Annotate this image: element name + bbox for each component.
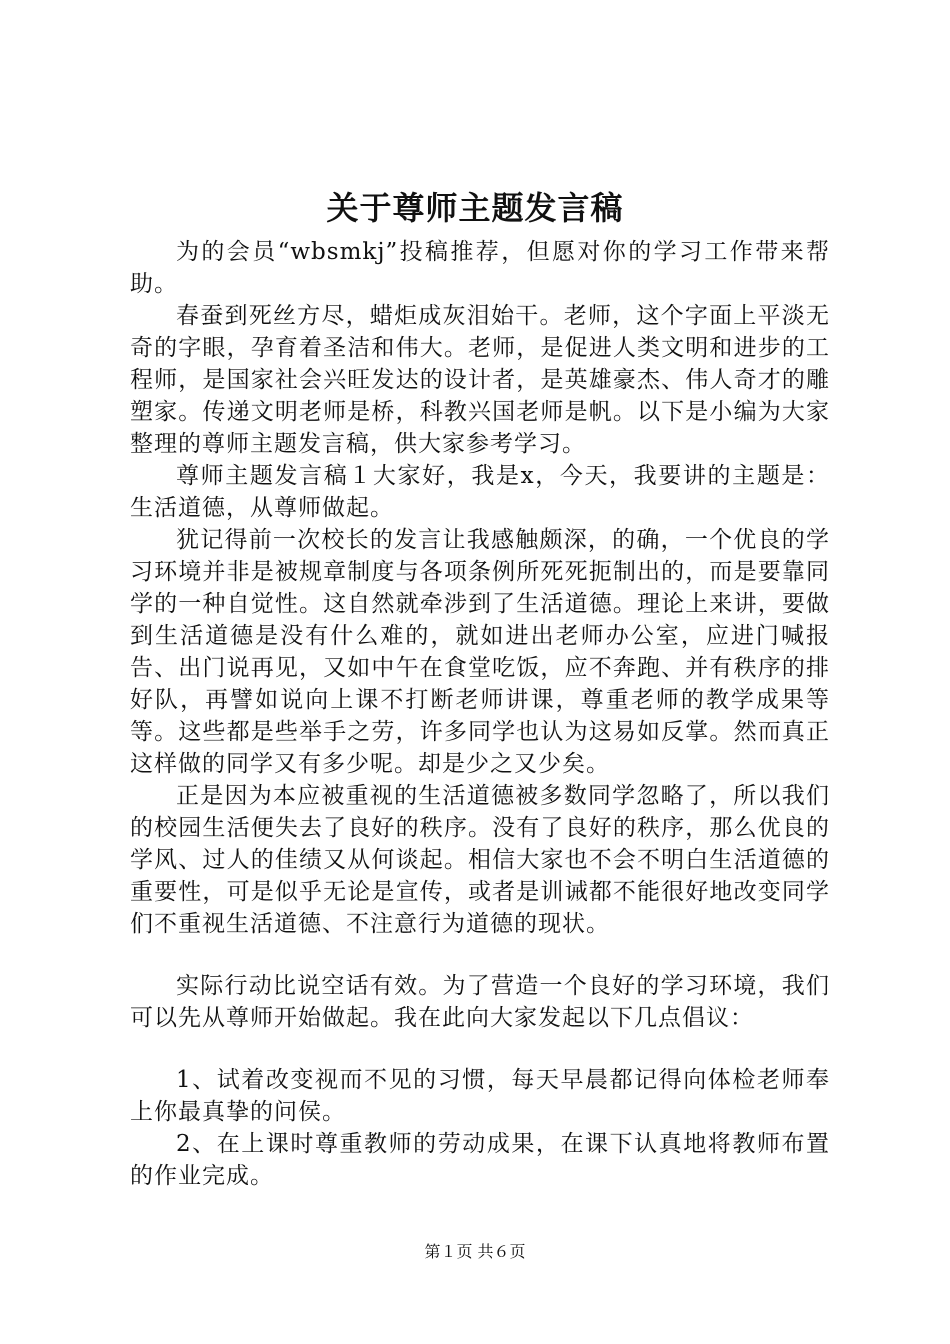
document-title: 关于尊师主题发言稿 [326,189,624,227]
paragraph-speech-start: 尊师主题发言稿１大家好，我是x，今天，我要讲的主题是：生活道德，从尊师做起。 [130,463,830,521]
list-item-proposal-1: 1、试着改变视而不见的习惯，每天早晨都记得向体检老师奉上你最真挚的问侯。 [130,1067,830,1125]
paragraph-opening: 春蚕到死丝方尽，蜡炬成灰泪始干。老师，这个字面上平淡无奇的字眼，孕育着圣洁和伟大。老师，是促进人类文明和进步的工程师，是国家社会兴旺发达的设计者，是英雄豪杰、伟人奇才的雕塑家。传递文明老师是桥，科教兴国老师是帆。以下是小编为大家整理的尊师主题发言稿，供大家参考学习。 [130,303,830,457]
paragraph-recollection: 犹记得前一次校长的发言让我感触颇深，的确，一个优良的学习环境并非是被规章制度与各项条例所死死扼制出的，而是要靠同学的一种自觉性。这自然就牵涉到了生活道德。理论上来讲，要做到生活道德是没有什么难的，就如进出老师办公室，应进门喊报告、出门说再见，又如中午在食堂吃饭，应不奔跑、并有秩序的排好队，再譬如说向上课不打断老师讲课，尊重老师的教学成果等等。这些都是些举手之劳，许多同学也认为这易如反掌。然而真正这样做的同学又有多少呢。却是少之又少矣。 [130,527,830,777]
paragraph-action: 实际行动比说空话有效。为了营造一个良好的学习环境，我们可以先从尊师开始做起。我在此向大家发起以下几点倡议： [130,973,830,1031]
paragraph-intro: 为的会员“wbsmkj”投稿推荐，但愿对你的学习工作带来帮助。 [130,239,830,297]
document-body [130,236,830,1192]
paragraph-problem: 正是因为本应被重视的生活道德被多数同学忽略了，所以我们的校园生活便失去了良好的秩序。没有了良好的秩序，那么优良的学风、过人的佳绩又从何谈起。相信大家也不会不明白生活道德的重要性，可是似乎无论是宣传，或者是训诫都不能很好地改变同学们不重视生活道德、不注意行为道德的现状。 [130,783,830,937]
list-item-proposal-2: 2、在上课时尊重教师的劳动成果，在课下认真地将教师布置的作业完成。 [130,1131,830,1189]
page-number-footer: 第１页 共６页 [424,1242,526,1261]
